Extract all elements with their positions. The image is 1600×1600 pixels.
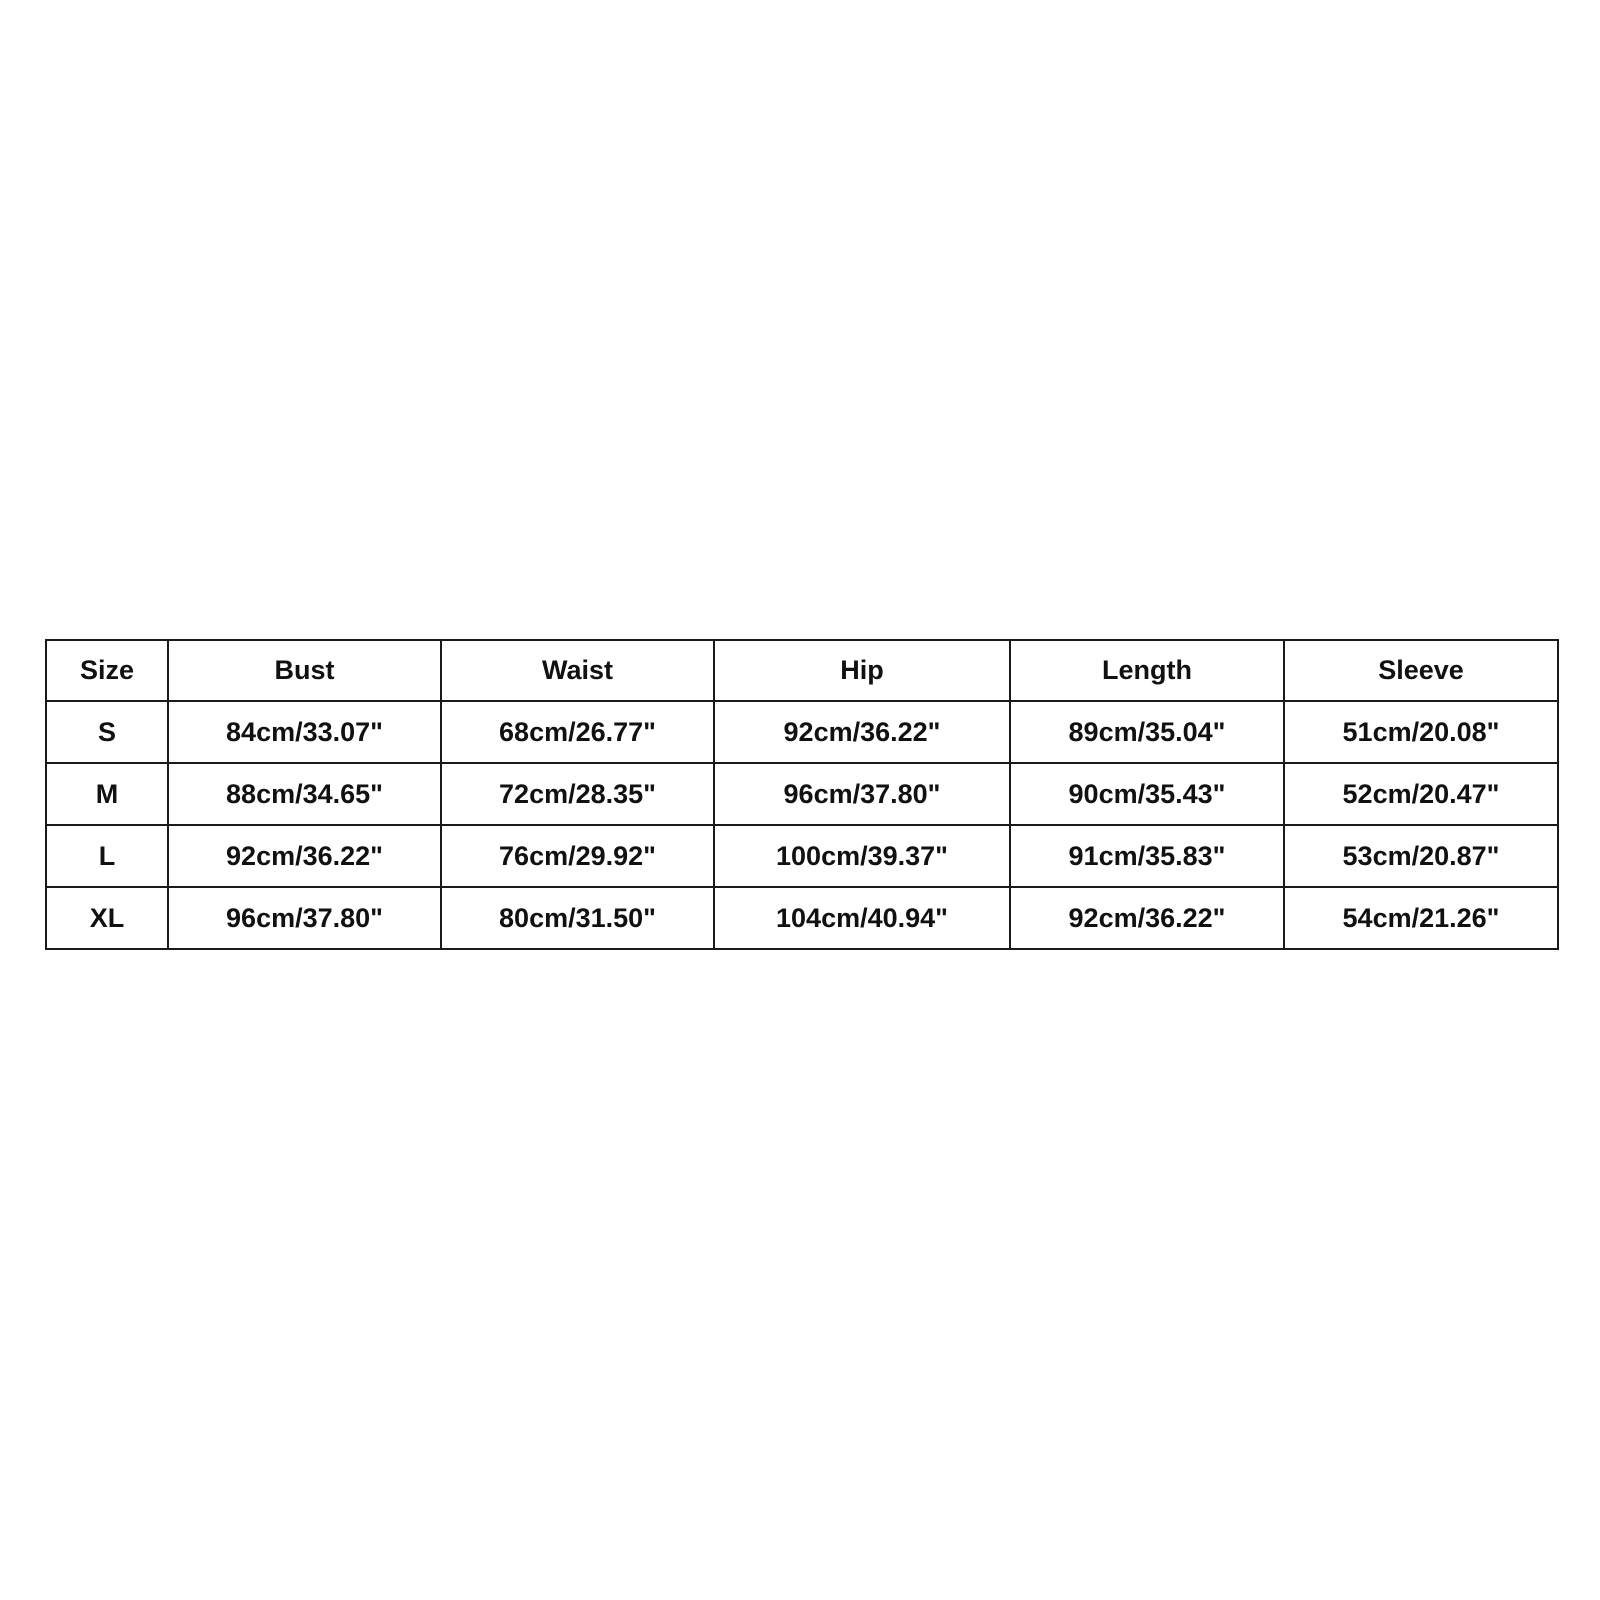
hip-cell: 92cm/36.22" [714,701,1010,763]
hip-cell: 96cm/37.80" [714,763,1010,825]
length-cell: 90cm/35.43" [1010,763,1284,825]
size-cell: L [46,825,168,887]
waist-cell: 68cm/26.77" [441,701,714,763]
sleeve-cell: 53cm/20.87" [1284,825,1558,887]
bust-cell: 84cm/33.07" [168,701,441,763]
sleeve-cell: 51cm/20.08" [1284,701,1558,763]
sleeve-cell: 54cm/21.26" [1284,887,1558,949]
header-bust: Bust [168,640,441,701]
header-length: Length [1010,640,1284,701]
waist-cell: 76cm/29.92" [441,825,714,887]
bust-cell: 96cm/37.80" [168,887,441,949]
waist-cell: 80cm/31.50" [441,887,714,949]
header-hip: Hip [714,640,1010,701]
bust-cell: 88cm/34.65" [168,763,441,825]
length-cell: 91cm/35.83" [1010,825,1284,887]
hip-cell: 100cm/39.37" [714,825,1010,887]
table-row [46,701,1558,763]
size-chart-table [45,639,1559,950]
header-waist: Waist [441,640,714,701]
sleeve-cell: 52cm/20.47" [1284,763,1558,825]
waist-cell: 72cm/28.35" [441,763,714,825]
size-cell: S [46,701,168,763]
header-sleeve: Sleeve [1284,640,1558,701]
size-cell: XL [46,887,168,949]
size-cell: M [46,763,168,825]
header-row [46,640,1558,701]
table-row [46,763,1558,825]
table-row [46,887,1558,949]
length-cell: 92cm/36.22" [1010,887,1284,949]
bust-cell: 92cm/36.22" [168,825,441,887]
hip-cell: 104cm/40.94" [714,887,1010,949]
header-size: Size [46,640,168,701]
table-row [46,825,1558,887]
length-cell: 89cm/35.04" [1010,701,1284,763]
